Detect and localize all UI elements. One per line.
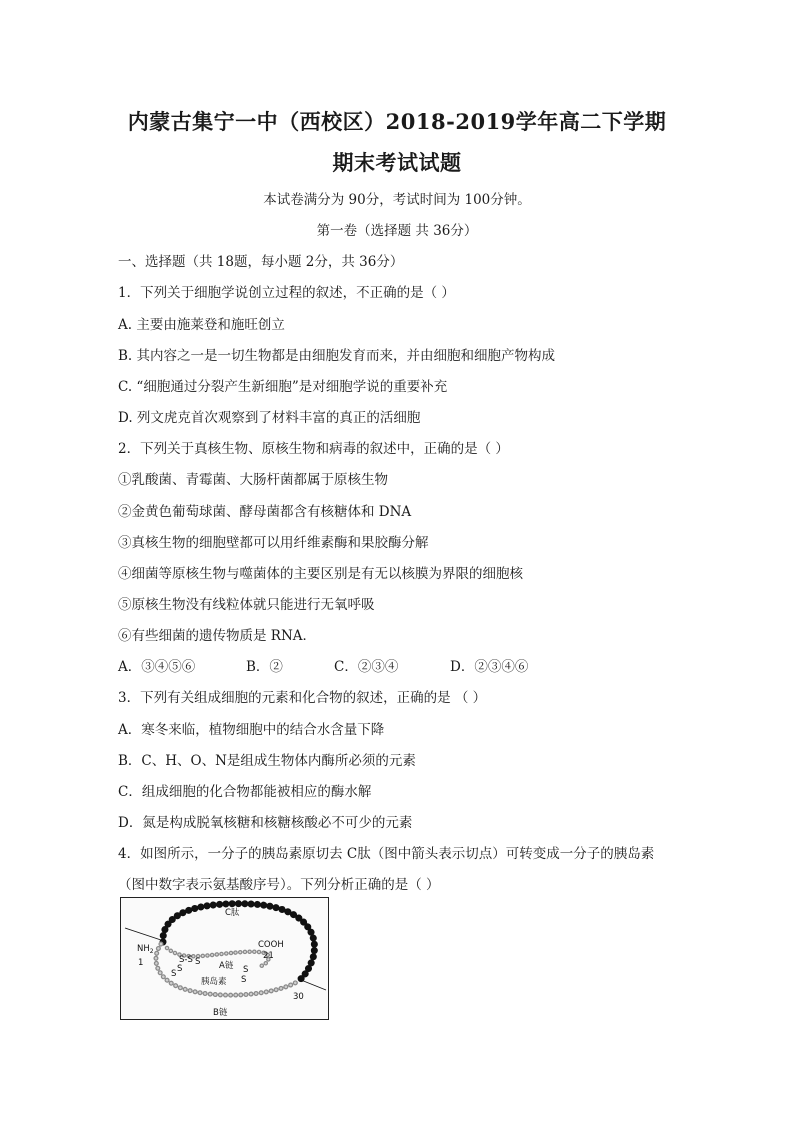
q1-stem: 1．下列关于细胞学说创立过程的叙述，不正确的是（ ） [118,285,455,301]
q3-option-d: D．氮是构成脱氧核糖和核糖核酸必不可少的元素 [118,815,413,831]
q1-option-d: D. 列文虎克首次观察到了材料丰富的真正的活细胞 [118,410,421,426]
q2-statement-6: ⑥有些细菌的遗传物质是 RNA． [118,628,317,644]
disulfide-s-3: S [243,965,249,975]
disulfide-s-2: S [177,964,183,974]
q2-option-a: A．③④⑤⑥ [118,659,196,675]
q1-option-a: A. 主要由施莱登和施旺创立 [118,317,285,333]
q2-statement-5: ⑤原核生物没有线粒体就只能进行无氧呼吸 [118,597,375,613]
cut-arrow-right [301,980,326,990]
residue-30-label: 30 [293,992,304,1002]
q2-option-b: B．② [246,659,283,675]
nh2-label: $NH_2$ [137,944,154,955]
q2-statement-3: ③真核生物的细胞壁都可以用纤维素酶和果胶酶分解 [118,535,429,551]
proinsulin-figure [120,897,329,1020]
b-chain-label: B链 [213,1008,228,1018]
q3-stem: 3．下列有关组成细胞的元素和化合物的叙述，正确的是 （ ） [118,690,487,706]
residue-21-label: 21 [263,951,274,961]
q2-statement-2: ②金黄色葡萄球菌、酵母菌都含有核糖体和 DNA [118,504,412,520]
q1-option-b: B. 其内容之一是一切生物都是由细胞发育而来，并由细胞和细胞产物构成 [118,348,556,364]
insulin-label: 胰岛素 [201,977,227,987]
cooh-label: COOH [258,940,284,950]
disulfide-s-4: S [241,975,247,985]
exam-info: 本试卷满分为 90分，考试时间为 100分钟。 [263,192,531,208]
q3-option-c: C．组成细胞的化合物都能被相应的酶水解 [118,784,372,800]
q2-statement-4: ④细菌等原核生物与噬菌体的主要区别是有无以核膜为界限的细胞核 [118,566,523,582]
q3-option-a: A．寒冬来临，植物细胞中的结合水含量下降 [118,722,385,738]
q4-stem-line1: 4．如图所示，一分子的胰岛素原切去 C肽（图中箭头表示切点）可转变成一分子的胰岛素 [118,846,655,862]
exam-title-line2: 期末考试试题 [332,150,462,175]
q2-option-c: C．②③④ [334,659,399,675]
a-chain-label: A链 [219,961,234,971]
q4-stem-line2: （图中数字表示氨基酸序号）。下列分析正确的是（ ） [118,877,440,893]
q2-statement-1: ①乳酸菌、青霉菌、大肠杆菌都属于原核生物 [118,472,388,488]
q2-stem: 2．下列关于真核生物、原核生物和病毒的叙述中，正确的是（ ） [118,441,509,457]
q2-option-d: D．②③④⑥ [450,659,529,675]
residue-1-label: 1 [138,958,144,968]
c-peptide-label: C肽 [225,908,240,918]
disulfide-s-5: S [195,957,201,967]
volume-heading: 第一卷（选择题 共 36分） [316,223,478,239]
proinsulin-diagram [121,898,328,1019]
disulfide-bond-1: S-S [179,955,193,965]
q3-option-b: B．C、H、O、N是组成生物体内酶所必须的元素 [118,753,416,769]
exam-title-line1: 内蒙古集宁一中（西校区）2018-2019学年高二下学期 [127,109,667,134]
cut-arrow-left [125,928,161,940]
disulfide-s-1: S [171,969,177,979]
q1-option-c: C. “细胞通过分裂产生新细胞”是对细胞学说的重要补充 [118,379,448,395]
section-heading: 一、选择题（共 18题，每小题 2分，共 36分） [118,254,404,270]
